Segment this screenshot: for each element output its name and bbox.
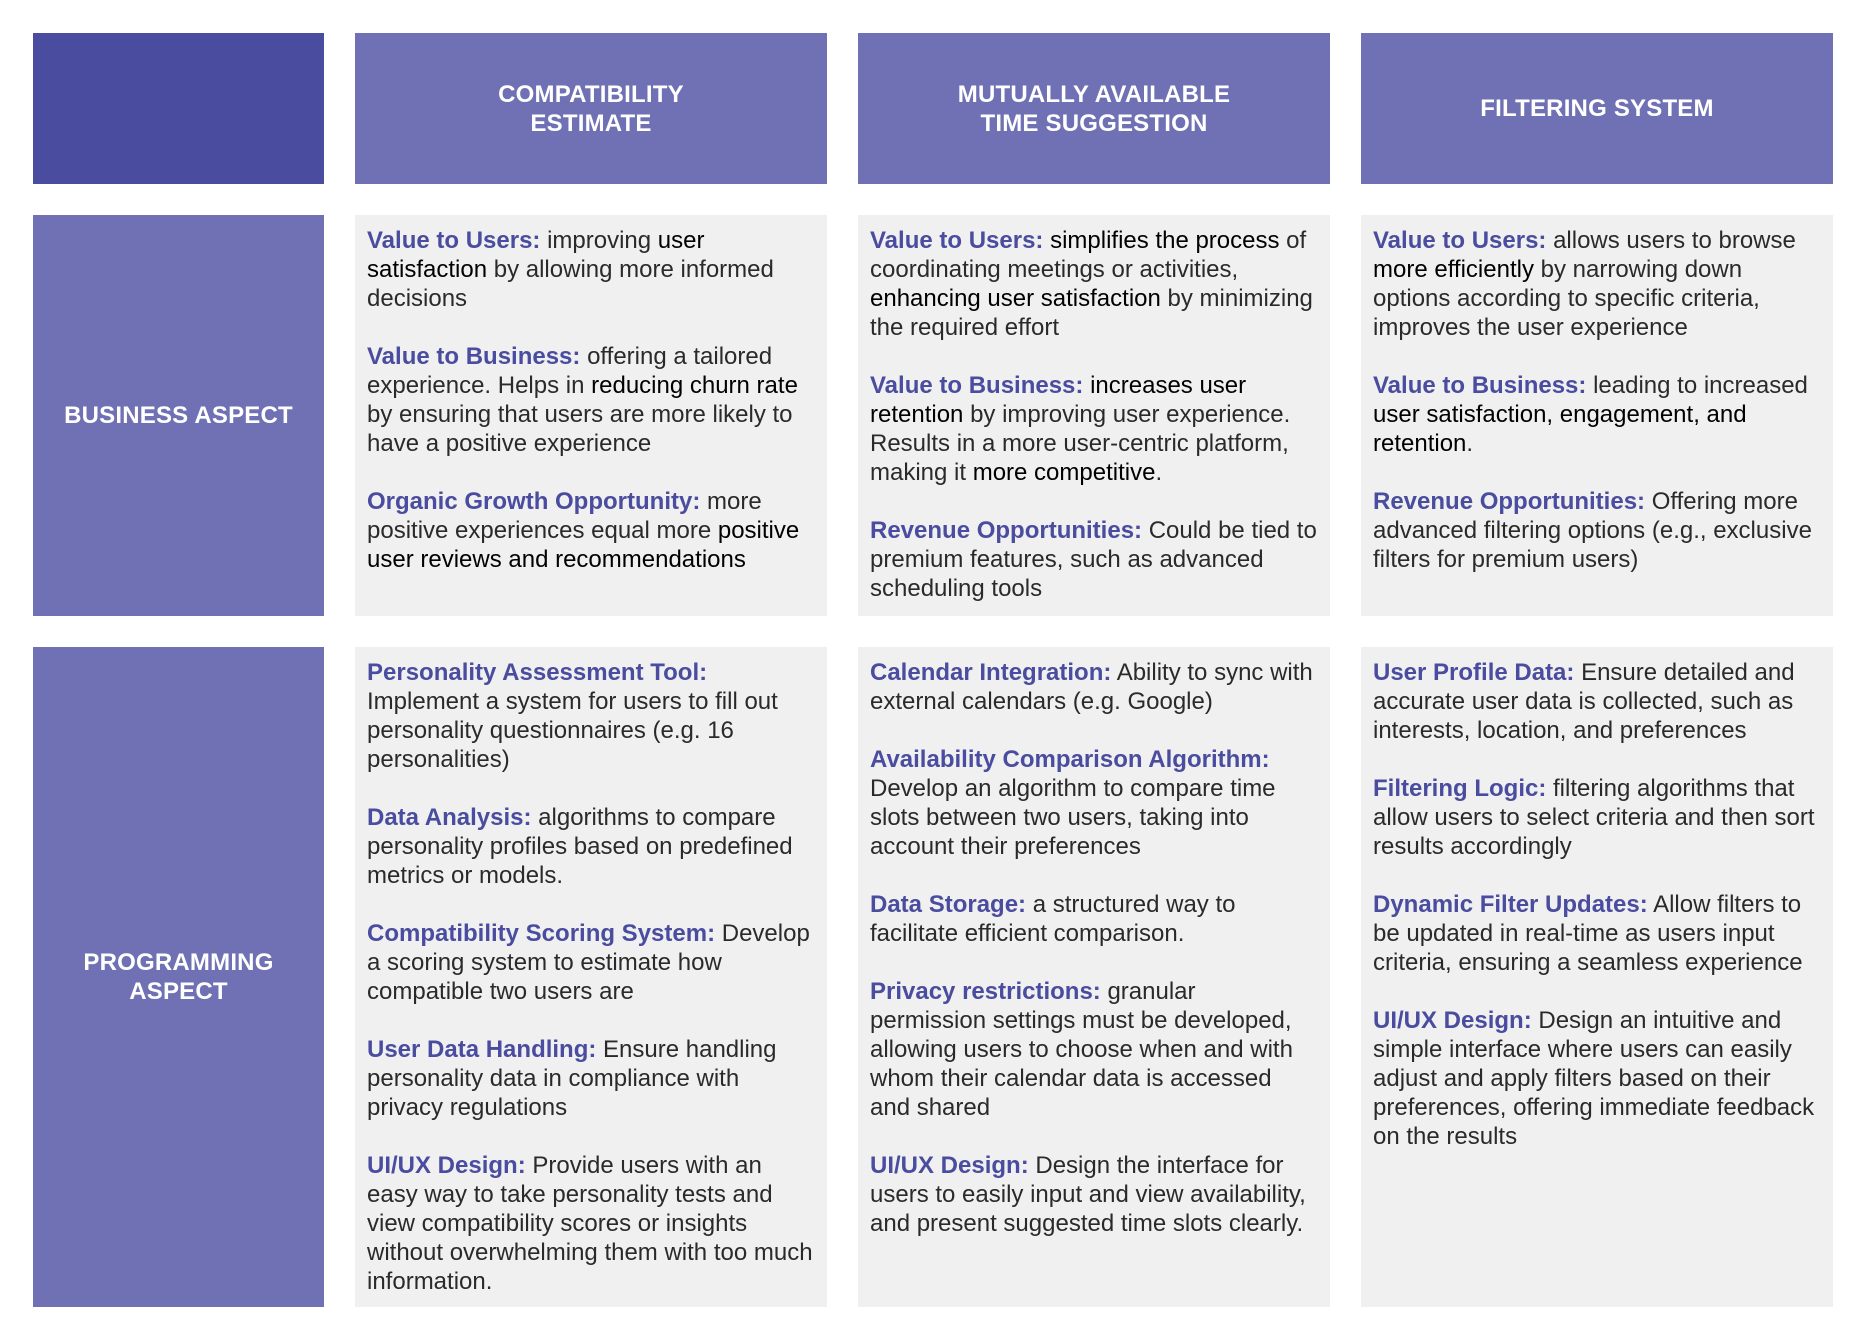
column-header-label: MUTUALLY AVAILABLE TIME SUGGESTION bbox=[957, 80, 1231, 137]
paragraph-text: Implement a system for users to fill out personality questionnaires (e.g. 16 personalities) bbox=[367, 688, 778, 773]
emphasized-text: simplifies the process bbox=[1050, 227, 1280, 254]
paragraph-text: of coordinating meetings or activities, bbox=[870, 227, 1307, 283]
cell-paragraph bbox=[367, 919, 815, 1006]
cell-paragraph bbox=[367, 1035, 815, 1122]
paragraph-label: Personality Assessment Tool: bbox=[367, 659, 708, 686]
cell-paragraph bbox=[367, 1151, 815, 1296]
paragraph-text: improving bbox=[540, 227, 658, 254]
emphasized-text: increases user retention bbox=[870, 372, 1247, 428]
paragraph-label: Dynamic Filter Updates: bbox=[1373, 891, 1648, 918]
paragraph-text: Ensure handling personality data in compliance with privacy regulations bbox=[367, 1036, 777, 1121]
cell-paragraph bbox=[1373, 890, 1821, 977]
paragraph-label: Data Analysis: bbox=[367, 804, 532, 831]
paragraph-text: allows users to browse bbox=[1546, 227, 1796, 254]
paragraph-label: Calendar Integration: bbox=[870, 659, 1112, 686]
paragraph-text: filtering algorithms that allow users to select criteria and then sort results accordingly bbox=[1373, 775, 1815, 860]
column-header-compatibility-estimate bbox=[355, 33, 827, 184]
cell-business-time-suggestion bbox=[858, 215, 1330, 616]
paragraph-text: Develop an algorithm to compare time slots between two users, taking into account their preferences bbox=[870, 775, 1276, 860]
column-header-label: FILTERING SYSTEM bbox=[1480, 95, 1714, 122]
paragraph-text: by narrowing down options according to specific criteria, improves the user experience bbox=[1373, 256, 1760, 341]
paragraph-text: by minimizing the required effort bbox=[870, 285, 1313, 341]
cell-paragraph bbox=[870, 890, 1318, 948]
cell-programming-filtering bbox=[1361, 647, 1833, 1307]
cell-paragraph bbox=[367, 803, 815, 890]
emphasized-text: more efficiently bbox=[1373, 256, 1534, 283]
paragraph-text: . bbox=[1466, 430, 1474, 457]
cell-paragraph bbox=[870, 226, 1318, 342]
row-header-programming-aspect bbox=[33, 647, 324, 1307]
paragraph-text: Allow filters to be updated in real-time as users input criteria, ensuring a seamless experience bbox=[1373, 891, 1803, 976]
cell-paragraph bbox=[1373, 226, 1821, 342]
cell-paragraph bbox=[1373, 487, 1821, 574]
paragraph-text: by allowing more informed decisions bbox=[367, 256, 774, 312]
paragraph-label: Value to Business: bbox=[367, 343, 581, 370]
cell-paragraph bbox=[870, 658, 1318, 716]
column-header-mutually-available-time-suggestion bbox=[858, 33, 1330, 184]
header-corner-cell bbox=[33, 33, 324, 184]
paragraph-label: UI/UX Design: bbox=[367, 1152, 526, 1179]
paragraph-label: User Profile Data: bbox=[1373, 659, 1575, 686]
paragraph-text: a structured way to facilitate efficient comparison. bbox=[870, 891, 1236, 947]
paragraph-text: . bbox=[1155, 459, 1163, 486]
cell-paragraph bbox=[870, 1151, 1318, 1238]
paragraph-text: Could be tied to premium features, such as advanced scheduling tools bbox=[870, 517, 1317, 602]
row-header-label: BUSINESS ASPECT bbox=[64, 402, 293, 429]
cell-paragraph bbox=[870, 516, 1318, 603]
cell-paragraph bbox=[367, 658, 815, 774]
cell-paragraph bbox=[1373, 658, 1821, 745]
paragraph-text: algorithms to compare personality profiles based on predefined metrics or models. bbox=[367, 804, 793, 889]
paragraph-label: Data Storage: bbox=[870, 891, 1027, 918]
paragraph-text: Design an intuitive and simple interface where users can easily adjust and apply filters based on their preferences, offering immediate feedback on the results bbox=[1373, 1007, 1815, 1150]
cell-paragraph bbox=[1373, 774, 1821, 861]
row-header-label: PROGRAMMING ASPECT bbox=[83, 949, 274, 1005]
paragraph-text: offering a tailored experience. Helps in bbox=[367, 343, 773, 399]
cell-paragraph bbox=[1373, 371, 1821, 458]
paragraph-text: Ability to sync with external calendars (e.g. Google) bbox=[870, 659, 1313, 715]
emphasized-text: more competitive bbox=[972, 459, 1156, 486]
paragraph-text: Offering more advanced filtering options (e.g., exclusive filters for premium users) bbox=[1373, 488, 1812, 573]
paragraph-text: more positive experiences equal more bbox=[367, 488, 762, 544]
paragraph-label: Revenue Opportunities: bbox=[870, 517, 1143, 544]
paragraph-text: granular permission settings must be developed, allowing users to choose when and with whom their calendar data is accessed and shared bbox=[870, 978, 1293, 1121]
paragraph-label: Filtering Logic: bbox=[1373, 775, 1547, 802]
paragraph-text: Develop a scoring system to estimate how compatible two users are bbox=[367, 920, 810, 1005]
paragraph-label: UI/UX Design: bbox=[1373, 1007, 1532, 1034]
cell-paragraph bbox=[870, 371, 1318, 487]
column-header-filtering-system bbox=[1361, 33, 1833, 184]
column-header-label: COMPATIBILITY ESTIMATE bbox=[498, 80, 684, 137]
paragraph-text: Design the interface for users to easily input and view availability, and present suggested time slots clearly. bbox=[870, 1152, 1306, 1237]
paragraph-label: Value to Business: bbox=[870, 372, 1084, 399]
paragraph-label: Privacy restrictions: bbox=[870, 978, 1101, 1005]
paragraph-label: Value to Users: bbox=[870, 227, 1044, 254]
cell-paragraph bbox=[367, 342, 815, 458]
emphasized-text: user satisfaction bbox=[367, 227, 705, 283]
cell-paragraph bbox=[367, 226, 815, 313]
cell-paragraph bbox=[367, 487, 815, 574]
paragraph-text: by improving user experience. Results in a more user-centric platform, making it bbox=[870, 401, 1291, 486]
paragraph-label: Value to Users: bbox=[1373, 227, 1547, 254]
paragraph-label: Value to Users: bbox=[367, 227, 541, 254]
emphasized-text: positive user reviews and recommendations bbox=[367, 517, 800, 573]
paragraph-text: Provide users with an easy way to take personality tests and view compatibility scores or insights without overwhelming them with too much information. bbox=[367, 1152, 813, 1295]
paragraph-text: leading to increased bbox=[1586, 372, 1808, 399]
paragraph-label: Value to Business: bbox=[1373, 372, 1587, 399]
paragraph-label: Compatibility Scoring System: bbox=[367, 920, 716, 947]
emphasized-text: reducing churn rate bbox=[591, 372, 798, 399]
paragraph-text: by ensuring that users are more likely to have a positive experience bbox=[367, 401, 793, 457]
paragraph-label: UI/UX Design: bbox=[870, 1152, 1029, 1179]
cell-programming-compatibility bbox=[355, 647, 827, 1307]
emphasized-text: enhancing user satisfaction bbox=[870, 285, 1161, 312]
row-header-business-aspect bbox=[33, 215, 324, 616]
emphasized-text: user satisfaction, engagement, and retention bbox=[1373, 401, 1747, 457]
cell-paragraph bbox=[870, 977, 1318, 1122]
paragraph-label: User Data Handling: bbox=[367, 1036, 597, 1063]
paragraph-label: Availability Comparison Algorithm: bbox=[870, 746, 1270, 773]
cell-programming-time-suggestion bbox=[858, 647, 1330, 1307]
cell-business-compatibility bbox=[355, 215, 827, 616]
paragraph-text: Ensure detailed and accurate user data is collected, such as interests, location, and preferences bbox=[1373, 659, 1795, 744]
paragraph-label: Revenue Opportunities: bbox=[1373, 488, 1646, 515]
cell-paragraph bbox=[1373, 1006, 1821, 1151]
cell-business-filtering bbox=[1361, 215, 1833, 616]
paragraph-label: Organic Growth Opportunity: bbox=[367, 488, 701, 515]
cell-paragraph bbox=[870, 745, 1318, 861]
